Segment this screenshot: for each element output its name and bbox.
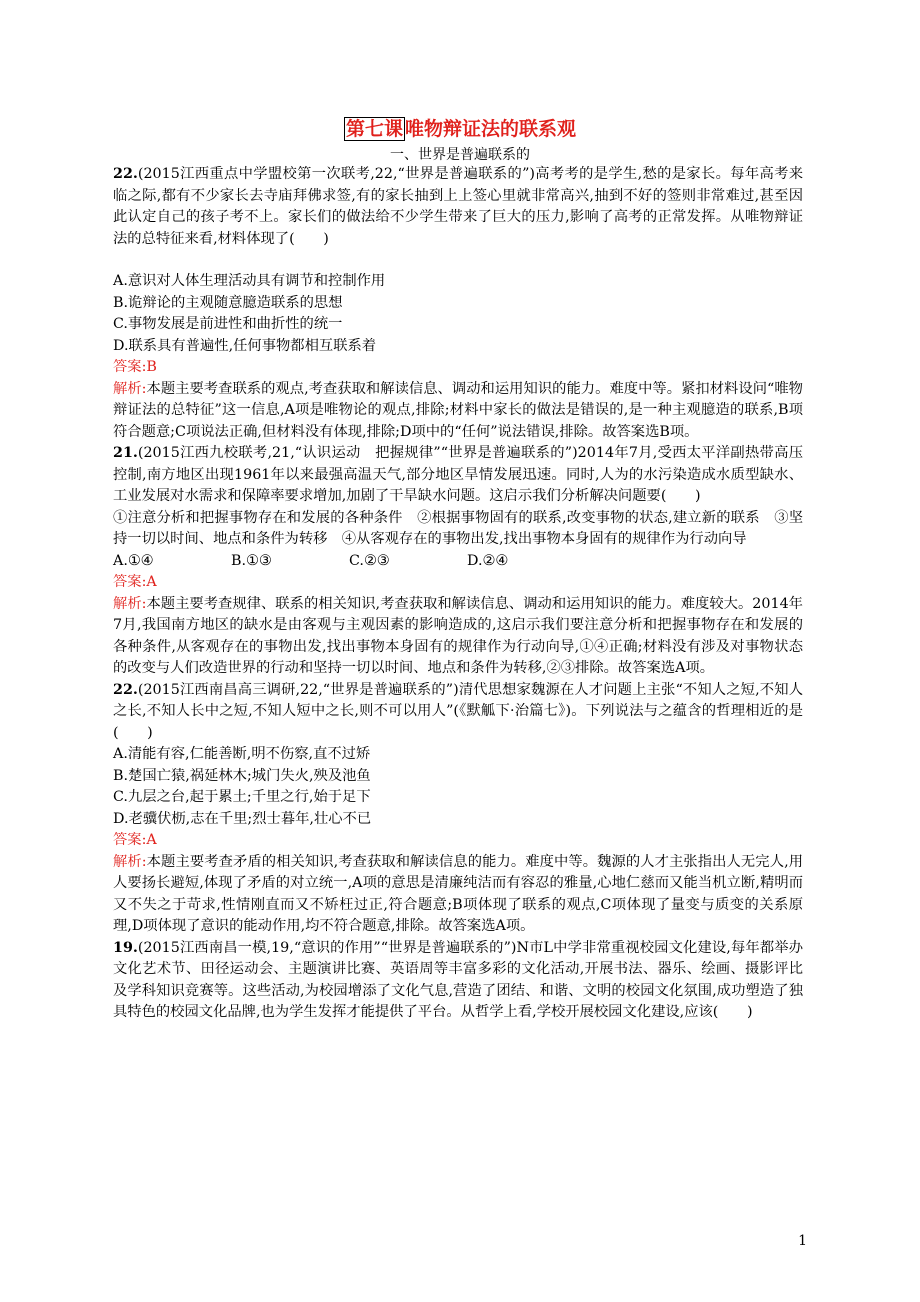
option: A.清能有容,仁能善断,明不伤察,直不过矫	[113, 746, 371, 762]
answer: 答案:A	[113, 574, 157, 590]
option: B.楚国亡猿,祸延林木;城门失火,殃及池鱼	[113, 767, 371, 784]
question-stem: 21.(2015江西九校联考,21,“认识运动 把握规律”“世界是普遍联系的”)2014年7月,受西太平洋副热带高压控制,南方地区出现1961年以来最强高温天气,部分地区旱情发展迅速。同时,人为的水污染造成水质型缺水、工业发展对水需求和保障率要求增加,加剧了干旱缺水问题。这启示我们分析解决问题要( )	[113, 445, 803, 504]
option: B.诡辩论的主观随意臆造联系的思想	[113, 294, 343, 311]
content	[113, 164, 803, 1024]
analysis: 解析:本题主要考查联系的观点,考查获取和解读信息、调动和运用知识的能力。难度中等。紧扣材料设问“唯物辩证法的总特征”这一信息,A项是唯物论的观点,排除;材料中家长的做法是错误的,是一种主观臆造的联系,B项符合题意;C项说法正确,但材料没有体现,排除;D项中的“任何”说法错误,排除。故答案选B项。	[113, 380, 803, 440]
analysis: 解析:本题主要考查矛盾的相关知识,考查获取和解读信息的能力。难度中等。魏源的人才主张指出人无完人,用人要扬长避短,体现了矛盾的对立统一,A项的意思是清廉纯洁而有容忍的雅量,心地仁慈而又能当机立断,精明而又不失之于苛求,性情刚直而又不矫枉过正,符合题意;B项体现了联系的观点,C项体现了量变与质变的关系原理,D项体现了意识的能动作用,均不符合题意,排除。故答案选A项。	[113, 853, 803, 934]
question-stem: 19.(2015江西南昌一模,19,“意识的作用”“世界是普遍联系的”)N市L中学非常重视校园文化建设,每年都举办文化艺术节、田径运动会、主题演讲比赛、英语周等丰富多彩的文化活动,开展书法、器乐、绘画、摄影评比及学科知识竞赛等。这些活动,为校园增添了文化气息,营造了团结、和谐、文明的校园文化氛围,成功塑造了独具特色的校园文化品牌,也为学生发挥才能提供了平台。从哲学上看,学校开展校园文化建设,应该( )	[113, 939, 803, 1020]
section-title: 一、世界是普遍联系的	[390, 147, 530, 163]
answer: 答案:B	[113, 359, 157, 375]
lesson-number: 第七课	[345, 118, 403, 140]
option: D.老骥伏枥,志在千里;烈士暮年,壮心不已	[113, 810, 372, 827]
question-stem: 22.(2015江西重点中学盟校第一次联考,22,“世界是普遍联系的”)高考考的是学生,愁的是家长。每年高考来临之际,都有不少家长去寺庙拜佛求签,有的家长抽到上上签心里就非常高兴,抽到不好的签则非常难过,甚至因此认定自己的孩子考不上。家长们的做法给不少学生带来了巨大的压力,影响了高考的正常发挥。从唯物辩证法的总特征来看,材料体现了( )	[113, 166, 803, 247]
question-stem: 22.(2015江西南昌高三调研,22,“世界是普遍联系的”)清代思想家魏源在人才问题上主张“不知人之短,不知人之长,不知人长中之短,不知人短中之长,则不可以用人”(《默觚下·治篇七》)。下列说法与之蕴含的哲理相近的是( )	[113, 681, 803, 741]
analysis: 解析:本题主要考查规律、联系的相关知识,考查获取和解读信息、调动和运用知识的能力。难度较大。2014年7月,我国南方地区的缺水是由客观与主观因素的影响造成的,这启示我们要注意分析和把握事物存在和发展的各种条件,从客观存在的事物出发,找出事物本身固有的规律作为行动向导,①④正确;材料没有涉及对事物状态的改变与人们改造世界的行动和坚持一切以时间、地点和条件为转移,②③排除。故答案选A项。	[113, 595, 803, 676]
page-title	[0, 114, 920, 141]
option: C.九层之台,起于累土;千里之行,始于足下	[113, 789, 371, 805]
option: D.②④	[467, 552, 509, 569]
question-statements: ①注意分析和把握事物存在和发展的各种条件 ②根据事物固有的联系,改变事物的状态,建立新的联系 ③坚持一切以时间、地点和条件为转移 ④从客观存在的事物出发,找出事物本身固有的规律作为行动向导	[113, 509, 803, 547]
lesson-title: 唯物辩证法的联系观	[405, 118, 577, 140]
option: A.意识对人体生理活动具有调节和控制作用	[113, 273, 386, 289]
option: B.①③	[231, 552, 272, 569]
option-row	[113, 551, 803, 573]
option: C.事物发展是前进性和曲折性的统一	[113, 316, 343, 332]
option: D.联系具有普遍性,任何事物都相互联系着	[113, 337, 377, 354]
option: C.②③	[349, 552, 390, 569]
option: A.①④	[113, 552, 154, 569]
answer: 答案:A	[113, 832, 157, 848]
page-number: 1	[798, 1233, 807, 1249]
